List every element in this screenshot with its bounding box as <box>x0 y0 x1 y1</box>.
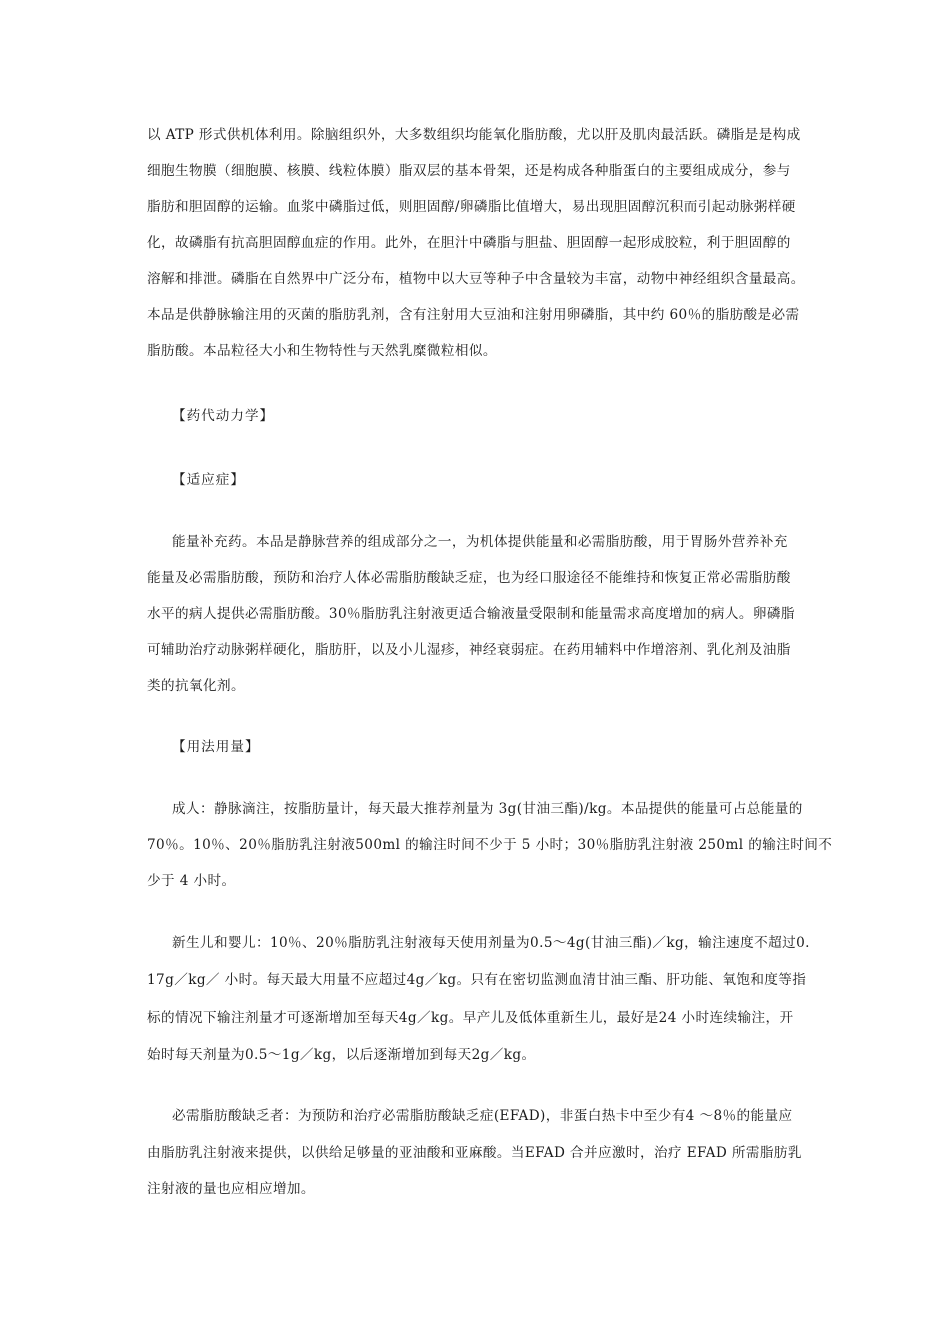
indications-line-4: 可辅助治疗动脉粥样硬化，脂肪肝，以及小儿湿疹，神经衰弱症。在药用辅料中作增溶剂、乳化剂及油脂 <box>147 642 791 658</box>
infant-line-4: 始时每天剂量为0.5～1g／kg，以后逐渐增加到每天2g／kg。 <box>147 1047 536 1063</box>
infant-line-3: 标的情况下输注剂量才可逐渐增加至每天4g／kg。早产儿及低体重新生儿，最好是24 小时连续输注，开 <box>147 1010 794 1026</box>
infant-line-1: 新生儿和婴儿：10％、20％脂肪乳注射液每天使用剂量为0.5～4g(甘油三酯)／kg，输注速度不超过0. <box>172 935 810 951</box>
intro-line-3: 脂肪和胆固醇的运输。血浆中磷脂过低，则胆固醇/卵磷脂比值增大，易出现胆固醇沉积而引起动脉粥样硬 <box>147 199 796 215</box>
intro-line-6: 本品是供静脉输注用的灭菌的脂肪乳剂，含有注射用大豆油和注射用卵磷脂，其中约 60％的脂肪酸是必需 <box>147 307 800 323</box>
intro-line-7: 脂肪酸。本品粒径大小和生物特性与天然乳糜微粒相似。 <box>147 343 497 359</box>
infant-line-2: 17g／kg／ 小时。每天最大用量不应超过4g／kg。只有在密切监测血清甘油三酯、肝功能、氧饱和度等指 <box>147 972 807 988</box>
indications-line-5: 类的抗氧化剂。 <box>147 678 245 694</box>
heading-indications: 【适应症】 <box>172 472 245 488</box>
intro-line-1: 以 ATP 形式供机体利用。除脑组织外，大多数组织均能氧化脂肪酸，尤以肝及肌肉最活跃。磷脂是是构成 <box>147 127 801 143</box>
heading-pharmacokinetics: 【药代动力学】 <box>172 408 275 424</box>
adult-line-2: 70％。10％、20％脂肪乳注射液500ml 的输注时间不少于 5 小时；30％脂肪乳注射液 250ml 的输注时间不 <box>147 837 833 853</box>
adult-line-1: 成人：静脉滴注，按脂肪量计，每天最大推荐剂量为 3g(甘油三酯)/kg。本品提供的能量可占总能量的 <box>172 801 803 817</box>
efad-line-3: 注射液的量也应相应增加。 <box>147 1181 315 1197</box>
indications-line-1: 能量补充药。本品是静脉营养的组成部分之一，为机体提供能量和必需脂肪酸，用于胃肠外营养补充 <box>172 534 788 550</box>
indications-line-3: 水平的病人提供必需脂肪酸。30％脂肪乳注射液更适合输液量受限制和能量需求高度增加的病人。卵磷脂 <box>147 606 795 622</box>
intro-line-5: 溶解和排泄。磷脂在自然界中广泛分布，植物中以大豆等种子中含量较为丰富，动物中神经组织含量最高。 <box>147 271 805 287</box>
adult-line-3: 少于 4 小时。 <box>147 873 236 889</box>
intro-line-2: 细胞生物膜（细胞膜、核膜、线粒体膜）脂双层的基本骨架，还是构成各种脂蛋白的主要组成成分，参与 <box>147 163 791 179</box>
indications-line-2: 能量及必需脂肪酸，预防和治疗人体必需脂肪酸缺乏症，也为经口服途径不能维持和恢复正常必需脂肪酸 <box>147 570 791 586</box>
efad-line-2: 由脂肪乳注射液来提供，以供给足够量的亚油酸和亚麻酸。当EFAD 合并应激时，治疗 EFAD 所需脂肪乳 <box>147 1145 802 1161</box>
intro-line-4: 化，故磷脂有抗高胆固醇血症的作用。此外，在胆汁中磷脂与胆盐、胆固醇一起形成胶粒，利于胆固醇的 <box>147 235 791 251</box>
heading-dosage: 【用法用量】 <box>172 739 260 755</box>
efad-line-1: 必需脂肪酸缺乏者：为预防和治疗必需脂肪酸缺乏症(EFAD)，非蛋白热卡中至少有4 ～8％的能量应 <box>172 1108 793 1124</box>
